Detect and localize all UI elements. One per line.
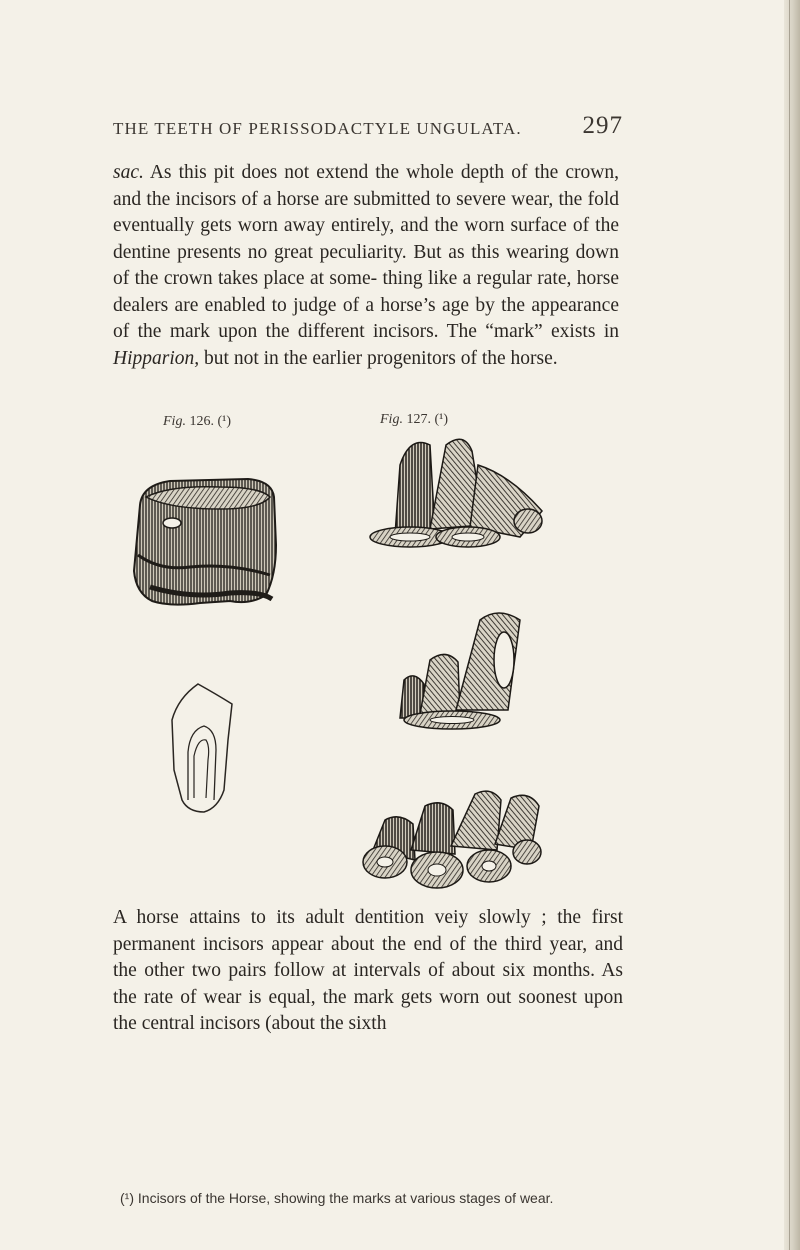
incisors-moderate-wear-illustration: [380, 600, 535, 735]
paragraph-2-line-1: A horse attains to its adult dentition veiy slowly ; the: [113, 907, 582, 928]
figure-126-label: Fig.: [163, 414, 186, 429]
paragraph-1-line-8-end: but: [199, 347, 229, 369]
paragraph-2-line-4: six months. As the rate of wear is equal, the mark gets: [113, 960, 624, 1008]
paragraph-1-line-4: worn surface of the dentine presents no great peculiarity.: [113, 215, 620, 263]
figure-127-note: (¹): [434, 412, 448, 427]
paragraph-2-line-2: first permanent incisors appear about the end of the third: [113, 907, 624, 955]
paragraph-1: [113, 160, 619, 372]
incisors-slight-wear-illustration: [360, 425, 550, 555]
paragraph-1-line-3: wear, the fold eventually gets worn away entirely, and the: [113, 188, 620, 236]
page-edge: [784, 0, 800, 1250]
figure-126-caption: [163, 414, 231, 430]
paragraph-2-line-3: year, and the other two pairs follow at intervals of about: [113, 933, 623, 981]
figure-127-number: 127.: [406, 412, 431, 427]
page-number: 297: [582, 112, 623, 139]
paragraph-1-lead: sac.: [113, 162, 144, 183]
figure-126-note: (¹): [217, 414, 231, 429]
footnote: [120, 1190, 553, 1206]
paragraph-1-line-9: not in the earlier progenitors of the horse.: [233, 347, 558, 369]
paragraph-1-line-8: different incisors. The “mark” exists in: [297, 321, 619, 342]
footnote-text: Incisors of the Horse, showing the marks at various stages of wear.: [134, 1190, 554, 1206]
running-head: [113, 112, 623, 142]
paragraph-1-line-5: But as this wearing down of the crown takes place at some-: [113, 241, 620, 289]
incisor-crown-illustration: [130, 475, 280, 610]
paragraph-1-line-7: of a horse’s age by the appearance of the mark upon the: [113, 294, 619, 342]
figure-126-number: 126.: [189, 414, 214, 429]
paragraph-2: [113, 905, 623, 1038]
paragraph-2-line-5: worn out soonest upon the central incisors (about the sixth: [113, 986, 624, 1034]
paragraph-1-line-1: As this pit does not extend the whole depth of the: [143, 162, 559, 183]
figure-127-label: Fig.: [380, 412, 403, 427]
footnote-marker: (¹): [120, 1190, 134, 1206]
paragraph-1-line-2: crown, and the incisors of a horse are submitted to severe: [113, 162, 619, 210]
running-head-title: THE TEETH OF PERISSODACTYLE UNGULATA.: [113, 119, 522, 138]
incisor-section-outline: [168, 680, 238, 815]
paragraph-1-line-6: thing like a regular rate, horse dealers are enabled to judge: [113, 268, 620, 316]
incisors-heavy-wear-illustration: [355, 780, 550, 900]
taxon-hipparion: Hipparion,: [113, 347, 200, 369]
